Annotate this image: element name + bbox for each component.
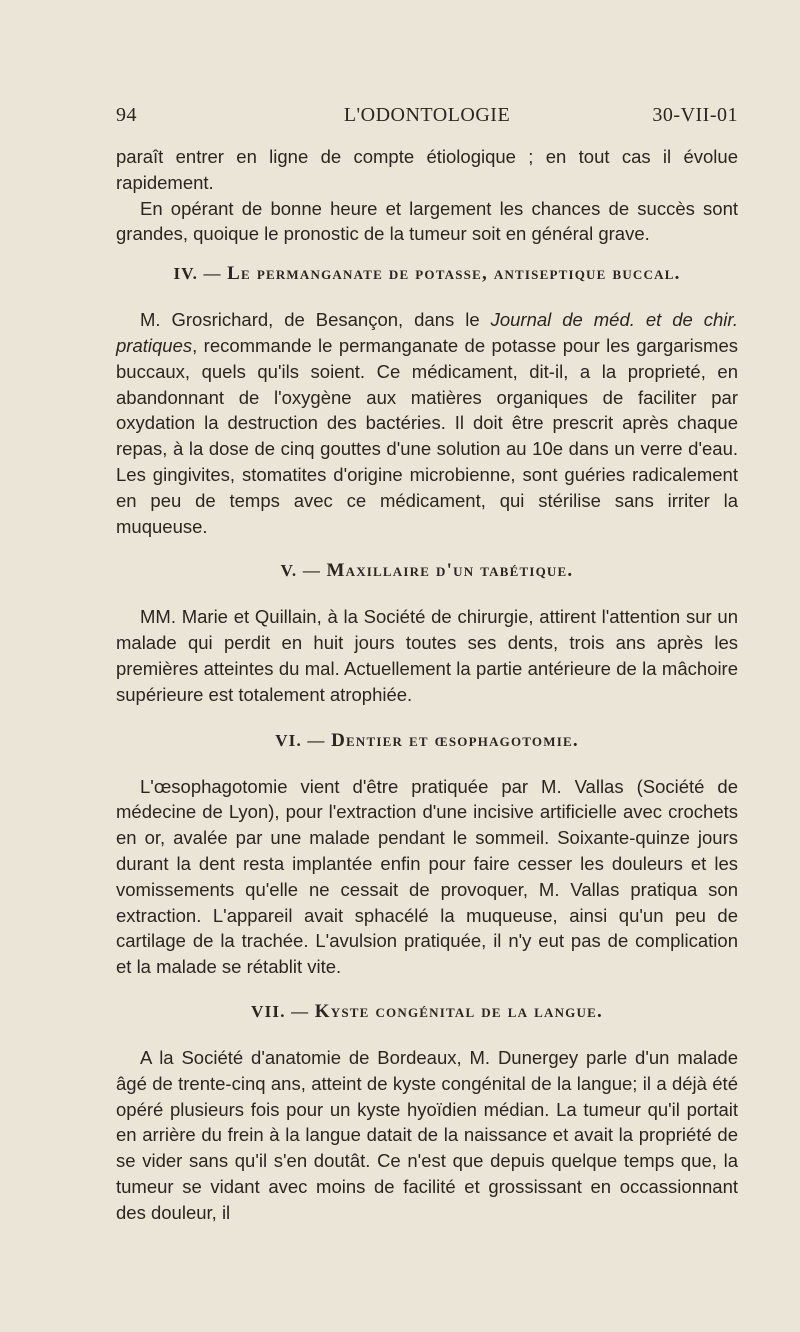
section-numeral: IV. — xyxy=(173,264,222,284)
section-heading-v xyxy=(116,558,738,584)
section-iv-text-b: , recommande le permanganate de potasse pour les gargarismes buccaux, quels qu'ils soient. Ce médicament, dit-il, a la proprieté, en abandonnant de l'oxygène aux matières organiques de faciliter par oxydation la destruction des bactéries. Il doit être prescrit après chaque repas, à la dose de cinq gouttes d'une solution au 10e dans un verre d'eau. Les gingivites, stomatites d'origine microbienne, sont guéries radicalement en peu de temps avec ce médicament, qui stérilise sans irriter la muqueuse. xyxy=(116,334,738,537)
section-v-text: MM. Marie et Quillain, à la Société de chirurgie, attirent l'attention sur un malade qui perdit en huit jours toutes ses dents, trois ans après les premières atteintes du mal. Actuellement la partie antérieure de la mâchoire supérieure est totalement atrophiée. xyxy=(116,606,738,705)
page-number: 94 xyxy=(116,104,137,126)
journal-reference: Journal de méd. et de chir. pratiques xyxy=(116,309,738,356)
section-iv-text xyxy=(116,307,738,539)
section-vii-text: A la Société d'anatomie de Bordeaux, M. Dunergey parle d'un malade âgé de trente-cinq ans, atteint de kyste congénital de la langue; il a déjà été opéré plusieurs fois pour un kyste hyoïdien médian. La tumeur qu'il portait en arrière du frein à la langue datait de la naissance et avait la propriété de se vider sans qu'il s'en doutât. Ce n'est que depuis quelque temps que, la tumeur se vidant avec moins de facilité et grossissant en occassionnant des douleur, il xyxy=(116,1046,738,1223)
section-heading-iv xyxy=(116,261,738,287)
page-body xyxy=(116,144,738,1226)
section-heading-vi xyxy=(116,728,738,754)
paragraph-continued: paraît entrer en ligne de compte étiologique ; en tout cas il évolue rapidement. xyxy=(116,146,738,193)
section-title: Maxillaire d'un tabétique. xyxy=(326,560,574,582)
section-vi-text: L'œsophagotomie vient d'être pratiquée par M. Vallas (Société de médecine de Lyon), pour l'extraction d'une incisive artificielle avec crochets en or, avalée par une malade pendant le sommeil. Soixante-quinze jours durant la dent resta implantée enfin pour faire cesser les douleurs et les vomissements qu'elle ne cessait de provoquer, M. Vallas pratiqua son extraction. L'appareil avait sphacélé la muqueuse, ainsi qu'un peu de cartilage de la trachée. L'avulsion pratiquée, il n'y eut pas de complication et la malade se rétablit vite. xyxy=(116,775,738,978)
journal-title: L'ODONTOLOGIE xyxy=(343,104,511,126)
section-numeral: VI. — xyxy=(275,730,326,750)
section-numeral: V. — xyxy=(280,561,322,581)
running-header xyxy=(116,104,738,134)
section-title: Dentier et œsophagotomie. xyxy=(331,729,579,751)
section-numeral: VII. — xyxy=(251,1001,310,1021)
section-heading-vii xyxy=(116,999,738,1025)
section-iv-text-a: M. Grosrichard, de Besançon, dans le xyxy=(140,309,491,331)
section-title: Le permanganate de potasse, antiseptique buccal. xyxy=(227,263,681,285)
issue-date: 30-VII-01 xyxy=(652,104,738,126)
paragraph: En opérant de bonne heure et largement les chances de succès sont grandes, quoique le pronostic de la tumeur soit en général grave. xyxy=(116,197,738,245)
section-title: Kyste congénital de la langue. xyxy=(314,1000,603,1022)
